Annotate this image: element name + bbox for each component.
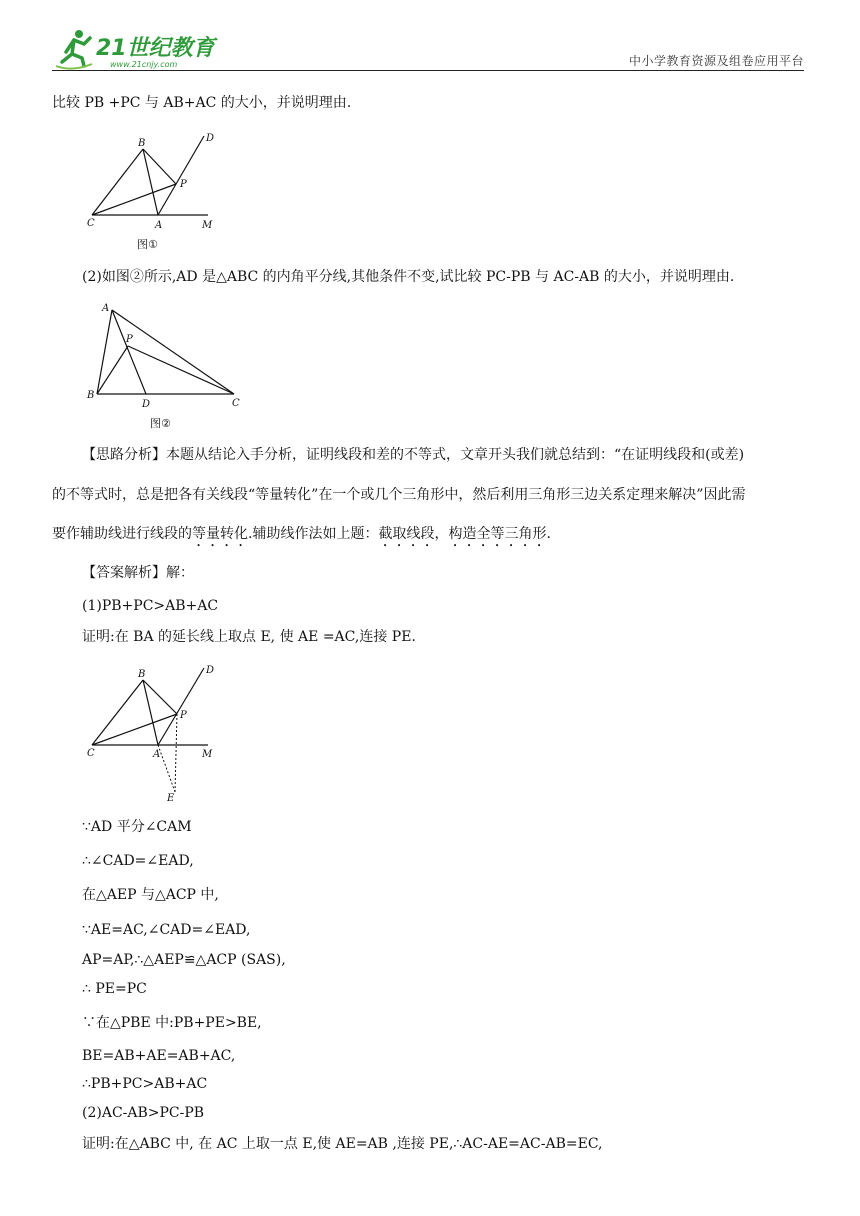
fig3-label-P: P	[180, 710, 187, 721]
text-line-18: (2)AC-AB>PC-PB	[82, 1105, 205, 1121]
text-line-5-part-e: ，	[434, 526, 449, 542]
site-logo	[52, 28, 232, 70]
header-divider	[52, 70, 804, 71]
header-platform-text: 中小学教育资源及组卷应用平台	[628, 54, 804, 68]
page-header	[52, 28, 804, 72]
text-line-1: 比较 PB +PC 与 AB+AC 的大小，并说明理由.	[52, 95, 352, 111]
fig1-label-A: A	[155, 220, 163, 231]
fig3-label-M: M	[202, 749, 213, 760]
fig2-caption: 图②	[150, 417, 171, 430]
text-line-5-part-a: 要作辅助线进行线段的	[52, 526, 192, 542]
text-line-14: ∴ PE=PC	[82, 981, 147, 997]
text-line-5	[52, 525, 551, 550]
text-line-13: AP=AP,∴△AEP≌△ACP (SAS),	[82, 952, 286, 968]
fig1-label-M: M	[202, 220, 213, 231]
text-line-9: ∵AD 平分∠CAM	[82, 819, 192, 835]
text-line-7: (1)PB+PC>AB+AC	[82, 598, 219, 614]
fig3-label-E: E	[167, 793, 175, 804]
text-line-16: BE=AB+AE=AB+AC,	[82, 1048, 236, 1064]
fig3-label-D: D	[206, 665, 215, 676]
fig1-label-P: P	[180, 179, 187, 190]
text-line-10: ∴∠CAD=∠EAD,	[82, 853, 194, 869]
fig2-label-B: B	[87, 390, 95, 401]
figure-3	[82, 660, 232, 808]
text-line-6: 【答案解析】解：	[82, 565, 194, 581]
figure-2	[82, 298, 252, 432]
text-line-4: 的不等式时，总是把各有关线段“等量转化”在一个或几个三角形中，然后利用三角形三边关系定理来解决”因此需	[52, 487, 746, 503]
fig1-label-B: B	[138, 138, 146, 149]
text-line-12: ∵AE=AC,∠CAD=∠EAD,	[82, 922, 251, 938]
fig2-label-C: C	[232, 398, 240, 409]
text-line-17: ∴PB+PC>AB+AC	[82, 1076, 208, 1092]
text-line-5-part-g: .	[546, 526, 551, 542]
text-line-19: 证明:在△ABC 中, 在 AC 上取一点 E,使 AE=AB ,连接 PE,∴AC-AE=AC-AB=EC,	[82, 1136, 603, 1152]
fig3-label-A: A	[153, 749, 161, 760]
text-line-11: 在△AEP 与△ACP 中,	[82, 887, 219, 903]
emphasis-congruent-triangles: 构造全等三角形	[448, 526, 547, 542]
fig1-caption: 图①	[137, 238, 158, 251]
text-line-8: 证明:在 BA 的延长线上取点 E, 使 AE =AC,连接 PE.	[82, 629, 416, 645]
fig3-label-B: B	[138, 669, 146, 680]
figure-1	[82, 128, 232, 252]
fig1-label-D: D	[206, 133, 215, 144]
logo-url-text: www.21cnjy.com	[110, 60, 178, 69]
fig3-label-C: C	[87, 748, 95, 759]
fig2-label-P: P	[126, 334, 133, 345]
text-line-15: ∵在△PBE 中:PB+PE>BE,	[82, 1015, 262, 1031]
fig1-label-C: C	[87, 218, 95, 229]
text-line-2: (2)如图②所示,AD 是△ABC 的内角平分线,其他条件不变,试比较 PC-PB 与 AC-AB 的大小，并说明理由.	[82, 269, 735, 285]
text-line-3: 【思路分析】本题从结论入手分析，证明线段和差的不等式，文章开头我们就总结到：“在证明线段和(或差)	[82, 447, 745, 463]
text-line-5-part-c: .辅助线作法如上题：	[248, 526, 379, 542]
fig2-label-D: D	[142, 399, 151, 410]
fig2-label-A: A	[102, 303, 110, 314]
emphasis-equal-transform: 等量转化	[192, 526, 248, 542]
emphasis-cut-segment: 截取线段	[378, 526, 435, 542]
logo-main-text: 21世纪教育	[96, 36, 215, 61]
